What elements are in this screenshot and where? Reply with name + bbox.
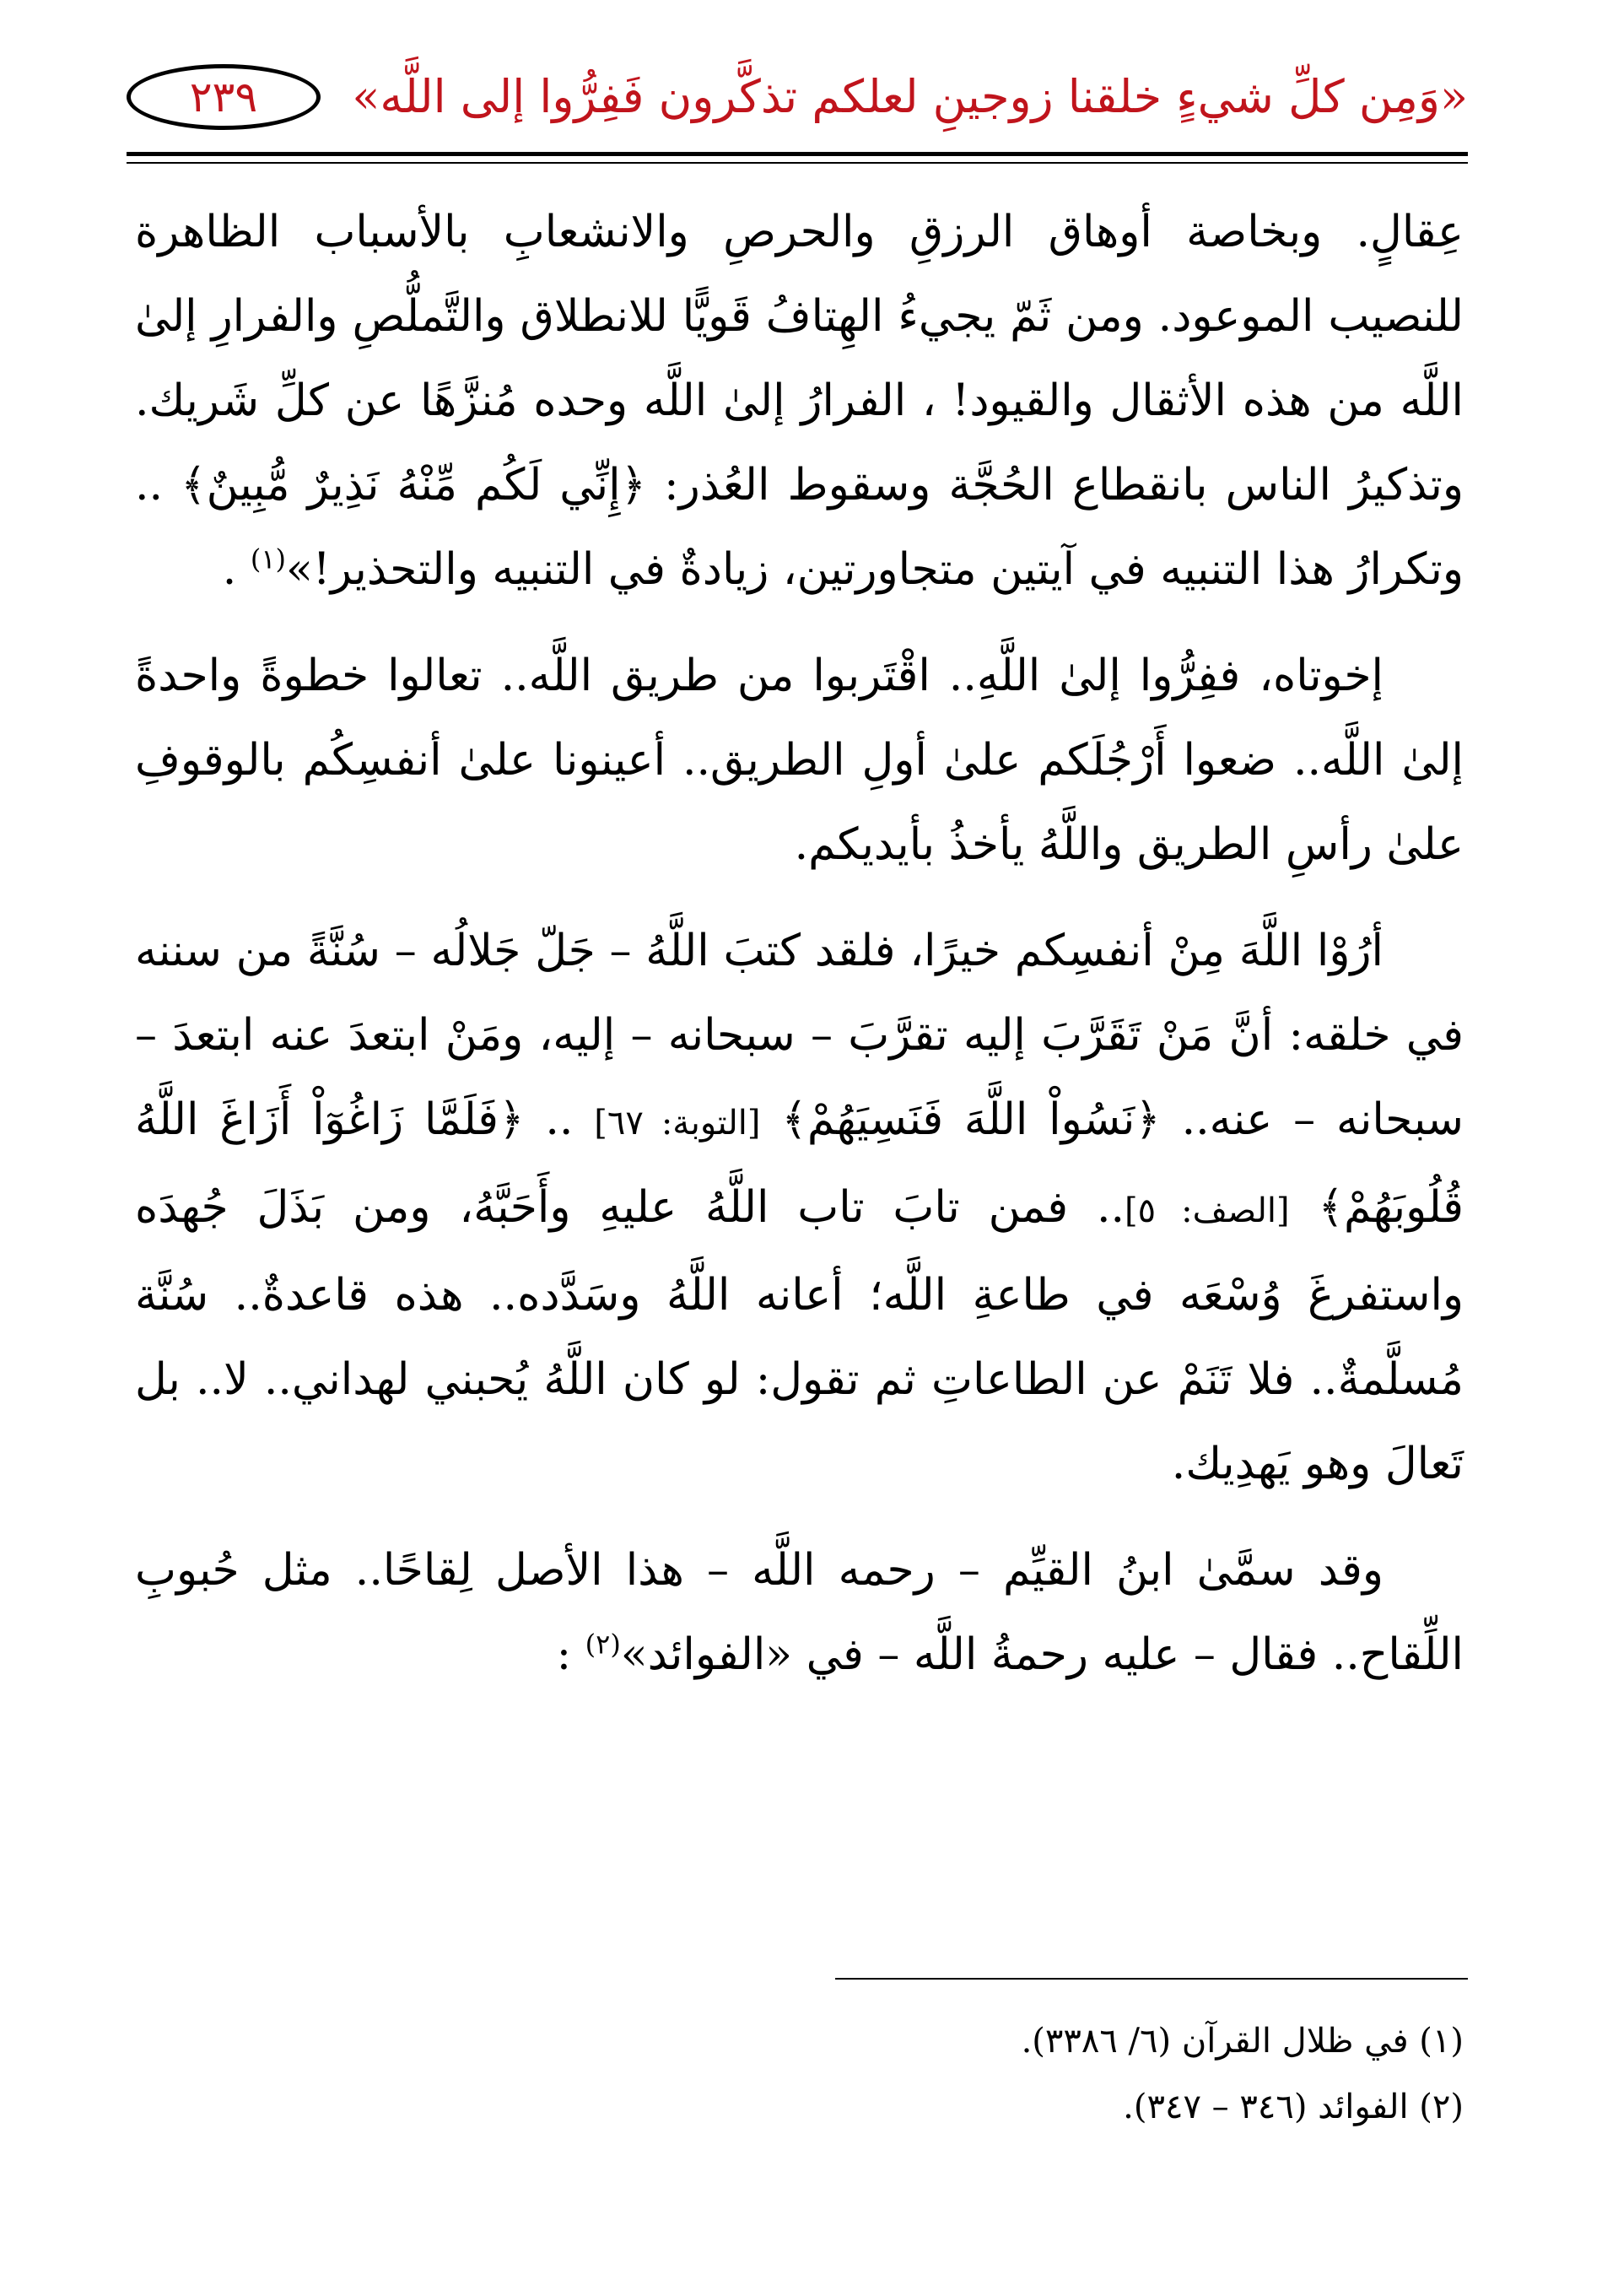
page-number-oval [127, 64, 321, 130]
main-text [135, 190, 1464, 1719]
paragraph-4-text: وقد سمَّىٰ ابنُ القيِّم – رحمه اللَّه – هذا الأصل لِقاحًا.. مثل حُبوبِ اللِّقاح.. فقال – عليه رحمةُ اللَّه – في «الفوائد» [135, 1545, 1464, 1680]
paragraph-3-text-start: أرُوْا اللَّهَ مِنْ أنفسِكم خيرًا، فلقد كتبَ اللَّهُ – جَلّ جَلالُه – سُنَّةً من سننه في خلقه: أنَّ مَنْ تَقَرَّبَ إليه تقرَّبَ – سبحانه – إليه، ومَنْ ابتعدَ عنه ابتعدَ – سبحانه – عنه.. [135, 926, 1464, 1145]
paragraph-2 [135, 634, 1464, 887]
header-rule-thin [127, 162, 1468, 164]
footnote-2: (٢) الفوائد (٣٤٦ – ٣٤٧). [1123, 2088, 1464, 2126]
paragraph-1-text: عِقالٍ. وبخاصة أوهاق الرزقِ والحرصِ والانشعابِ بالأسباب الظاهرة للنصيب الموعود. ومن ثَمّ يجيءُ الهِتافُ قَويًّا للانطلاق والتَّملُّصِ والفرارِ إلىٰ اللَّه من هذه الأثقال والقيود! ، الفرارُ إلىٰ اللَّه وحده مُنزَّهًا عن كلِّ شَريك. وتذكيرُ الناس بانقطاع الحُجَّة وسقوط العُذر: ﴿إِنِّي لَكُم مِّنْهُ نَذِيرٌ مُّبِينٌ﴾ .. وتكرارُ هذا التنبيه في آيتين متجاورتين، زيادةٌ في التنبيه والتحذير!» [135, 207, 1464, 595]
footnote-1: (١) في ظلال القرآن (٦/ ٣٣٨٦). [1021, 2022, 1464, 2061]
paragraph-1 [135, 190, 1464, 612]
footnote-marker-2: (٢) [585, 1628, 621, 1661]
running-title: «وَمِن كلِّ شيءٍ خلقنا زوجينِ لعلكم تذكَّرون فَفِرُّوا إلى اللَّه» [352, 70, 1468, 123]
quran-verse-2: ﴿فَلَمَّا زَاغُوٓاْ أَزَاغَ اللَّهُ قُلُوبَهُمْ﴾ [135, 1094, 1464, 1233]
header-rule-thick [127, 152, 1468, 156]
verse-reference-2: [الصف: ٥] [1125, 1191, 1290, 1230]
paragraph-3 [135, 909, 1464, 1506]
footnote-marker-1: (١) [250, 543, 286, 575]
paragraph-1-tail: . [222, 544, 237, 595]
footnotes [135, 2008, 1464, 2140]
footnote-separator [835, 1978, 1468, 1980]
quran-verse-1: ﴿نَسُواْ اللَّهَ فَنَسِيَهُمْ﴾ [781, 1094, 1161, 1145]
page-number: ٢٣٩ [189, 73, 258, 122]
verse-reference-1: [التوبة: ٦٧] [594, 1104, 761, 1143]
page-header [127, 57, 1468, 150]
paragraph-4-tail: : [556, 1629, 572, 1680]
paragraph-3-text-end: .. فمن تابَ تاب اللَّهُ عليهِ وأَحَبَّهُ، ومن بَذَلَ جُهدَه واستفرغَ وُسْعَه في طاعةِ اللَّه؛ أعانه اللَّهُ وسَدَّده.. هذه قاعدةٌ.. سُنَّة مُسلَّمةٌ.. فلا تَنَمْ عن الطاعاتِ ثم تقول: لو كان اللَّهُ يُحبني لهداني.. لا.. بل تَعالَ وهو يَهدِيك. [135, 1182, 1464, 1489]
paragraph-3-separator: .. [524, 1094, 595, 1145]
paragraph-2-text: إخوتاه، ففِرُّوا إلىٰ اللَّهِ.. اقْتَربوا من طريق اللَّه.. تعالوا خطوةً واحدةً إلىٰ اللَّه.. ضعوا أَرْجُلَكم علىٰ أولِ الطريق.. أعينونا علىٰ أنفسِكُم بالوقوفِ علىٰ رأسِ الطريق واللَّهُ يأخذُ بأيديكم. [135, 651, 1464, 870]
paragraph-4 [135, 1528, 1464, 1697]
